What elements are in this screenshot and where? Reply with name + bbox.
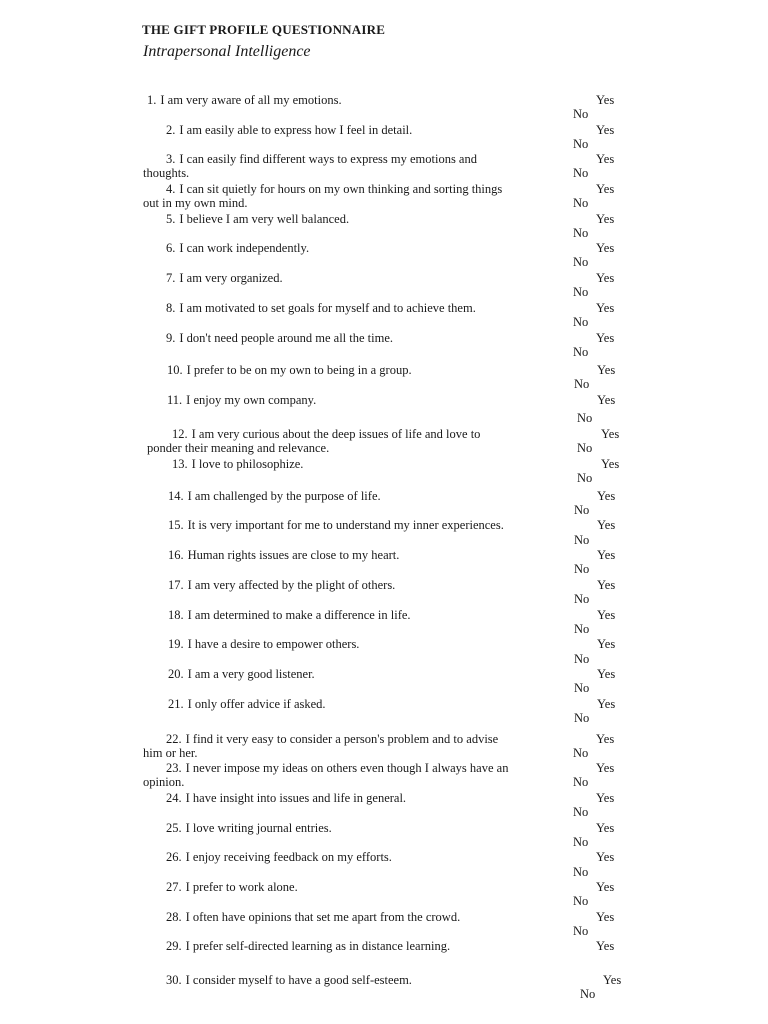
question-text: I enjoy my own company. (186, 393, 317, 407)
question-5 (166, 212, 349, 227)
question-text: I enjoy receiving feedback on my efforts. (185, 850, 392, 864)
question-17 (168, 578, 395, 593)
answer-yes-13[interactable]: Yes (601, 457, 620, 471)
question-text: I have insight into issues and life in general. (185, 791, 407, 805)
question-text: I love to philosophize. (191, 457, 304, 471)
answer-yes-12[interactable]: Yes (601, 427, 620, 441)
question-text: I am very organized. (179, 271, 283, 285)
question-number: 8. (166, 301, 176, 315)
question-text: I often have opinions that set me apart from the crowd. (185, 910, 461, 924)
question-number: 1. (147, 93, 157, 107)
question-12 (172, 427, 480, 442)
question-23 (166, 761, 508, 776)
answer-yes-20[interactable]: Yes (597, 667, 616, 681)
question-number: 3. (166, 152, 176, 166)
answer-no-22[interactable]: No (573, 746, 589, 760)
question-text: I only offer advice if asked. (187, 697, 326, 711)
question-number: 26. (166, 850, 182, 864)
answer-yes-23[interactable]: Yes (596, 761, 615, 775)
question-text: I don't need people around me all the time. (179, 331, 394, 345)
question-21 (168, 697, 326, 712)
question-number: 19. (168, 637, 184, 651)
answer-no-20[interactable]: No (574, 681, 590, 695)
answer-yes-2[interactable]: Yes (596, 123, 615, 137)
question-4 (166, 182, 502, 197)
answer-no-18[interactable]: No (574, 622, 590, 636)
question-10 (167, 363, 412, 378)
question-text: I love writing journal entries. (185, 821, 332, 835)
question-1 (147, 93, 342, 108)
question-number: 22. (166, 732, 182, 746)
question-26 (166, 850, 392, 865)
question-number: 10. (167, 363, 183, 377)
answer-yes-28[interactable]: Yes (596, 910, 615, 924)
answer-yes-16[interactable]: Yes (597, 548, 616, 562)
question-9 (166, 331, 393, 346)
answer-no-24[interactable]: No (573, 805, 589, 819)
question-text: I am very aware of all my emotions. (160, 93, 342, 107)
answer-yes-14[interactable]: Yes (597, 489, 616, 503)
answer-no-15[interactable]: No (574, 533, 590, 547)
question-number: 17. (168, 578, 184, 592)
answer-no-14[interactable]: No (574, 503, 590, 517)
question-text: It is very important for me to understand my inner experiences. (187, 518, 504, 532)
question-3 (166, 152, 477, 167)
question-8 (166, 301, 476, 316)
question-text: I am easily able to express how I feel in detail. (179, 123, 413, 137)
question-18 (168, 608, 411, 623)
question-text: I can work independently. (179, 241, 310, 255)
question-number: 14. (168, 489, 184, 503)
answer-yes-9[interactable]: Yes (596, 331, 615, 345)
question-number: 30. (166, 973, 182, 987)
answer-yes-21[interactable]: Yes (597, 697, 616, 711)
question-15 (168, 518, 504, 533)
answer-yes-8[interactable]: Yes (596, 301, 615, 315)
question-text-continuation: him or her. (143, 746, 198, 760)
question-19 (168, 637, 359, 652)
answer-no-25[interactable]: No (573, 835, 589, 849)
question-29 (166, 939, 450, 954)
question-number: 12. (172, 427, 188, 441)
question-number: 11. (167, 393, 183, 407)
answer-no-30[interactable]: No (580, 987, 596, 1001)
answer-yes-3[interactable]: Yes (596, 152, 615, 166)
question-number: 13. (172, 457, 188, 471)
question-number: 27. (166, 880, 182, 894)
question-number: 2. (166, 123, 176, 137)
answer-yes-27[interactable]: Yes (596, 880, 615, 894)
question-6 (166, 241, 309, 256)
answer-no-17[interactable]: No (574, 592, 590, 606)
question-text: I am very affected by the plight of others. (187, 578, 396, 592)
question-number: 9. (166, 331, 176, 345)
question-text: I am very curious about the deep issues of life and love to (191, 427, 481, 441)
answer-no-1[interactable]: No (573, 107, 589, 121)
question-text: I am motivated to set goals for myself and to achieve them. (179, 301, 476, 315)
question-number: 4. (166, 182, 176, 196)
answer-no-2[interactable]: No (573, 137, 589, 151)
question-text: I have a desire to empower others. (187, 637, 360, 651)
answer-yes-10[interactable]: Yes (597, 363, 616, 377)
question-number: 20. (168, 667, 184, 681)
answer-no-23[interactable]: No (573, 775, 589, 789)
question-number: 5. (166, 212, 176, 226)
question-text: I prefer self-directed learning as in distance learning. (185, 939, 451, 953)
question-2 (166, 123, 412, 138)
question-number: 29. (166, 939, 182, 953)
answer-yes-7[interactable]: Yes (596, 271, 615, 285)
question-22 (166, 732, 498, 747)
question-30 (166, 973, 412, 988)
answer-yes-15[interactable]: Yes (597, 518, 616, 532)
answer-no-10[interactable]: No (574, 377, 590, 391)
question-number: 28. (166, 910, 182, 924)
document-title: THE GIFT PROFILE QUESTIONNAIRE (142, 22, 386, 37)
answer-no-11[interactable]: No (577, 411, 593, 425)
question-28 (166, 910, 460, 925)
answer-no-21[interactable]: No (574, 711, 590, 725)
question-text-continuation: out in my own mind. (143, 196, 248, 210)
question-number: 15. (168, 518, 184, 532)
answer-no-8[interactable]: No (573, 315, 589, 329)
answer-yes-26[interactable]: Yes (596, 850, 615, 864)
question-text: I believe I am very well balanced. (179, 212, 350, 226)
answer-yes-22[interactable]: Yes (596, 732, 615, 746)
question-number: 24. (166, 791, 182, 805)
question-text-continuation: opinion. (143, 775, 185, 789)
question-20 (168, 667, 315, 682)
question-text: I prefer to be on my own to being in a group. (186, 363, 412, 377)
question-number: 23. (166, 761, 182, 775)
question-11 (167, 393, 316, 408)
answer-yes-5[interactable]: Yes (596, 212, 615, 226)
answer-yes-11[interactable]: Yes (597, 393, 616, 407)
answer-yes-6[interactable]: Yes (596, 241, 615, 255)
question-number: 18. (168, 608, 184, 622)
answer-yes-1[interactable]: Yes (596, 93, 615, 107)
question-16 (168, 548, 399, 563)
question-text: I never impose my ideas on others even though I always have an (185, 761, 509, 775)
answer-no-19[interactable]: No (574, 652, 590, 666)
answer-no-4[interactable]: No (573, 196, 589, 210)
question-text-continuation: ponder their meaning and relevance. (147, 441, 330, 455)
answer-yes-4[interactable]: Yes (596, 182, 615, 196)
answer-no-26[interactable]: No (573, 865, 589, 879)
answer-no-9[interactable]: No (573, 345, 589, 359)
question-number: 7. (166, 271, 176, 285)
question-text: I find it very easy to consider a person's problem and to advise (185, 732, 499, 746)
answer-no-5[interactable]: No (573, 226, 589, 240)
question-13 (172, 457, 303, 472)
question-25 (166, 821, 332, 836)
question-text: Human rights issues are close to my heart. (187, 548, 400, 562)
answer-yes-25[interactable]: Yes (596, 821, 615, 835)
document-subtitle: Intrapersonal Intelligence (143, 43, 311, 60)
question-number: 6. (166, 241, 176, 255)
answer-no-7[interactable]: No (573, 285, 589, 299)
answer-yes-29[interactable]: Yes (596, 939, 615, 953)
question-text-continuation: thoughts. (143, 166, 190, 180)
question-number: 16. (168, 548, 184, 562)
question-number: 21. (168, 697, 184, 711)
question-text: I am determined to make a difference in life. (187, 608, 411, 622)
answer-yes-19[interactable]: Yes (597, 637, 616, 651)
question-text: I prefer to work alone. (185, 880, 298, 894)
question-7 (166, 271, 283, 286)
answer-no-3[interactable]: No (573, 166, 589, 180)
question-number: 25. (166, 821, 182, 835)
question-text: I can easily find different ways to express my emotions and (179, 152, 477, 166)
question-24 (166, 791, 406, 806)
question-text: I consider myself to have a good self-esteem. (185, 973, 412, 987)
question-text: I can sit quietly for hours on my own thinking and sorting things (179, 182, 503, 196)
question-27 (166, 880, 298, 895)
answer-no-16[interactable]: No (574, 562, 590, 576)
answer-no-6[interactable]: No (573, 255, 589, 269)
question-text: I am challenged by the purpose of life. (187, 489, 381, 503)
answer-no-13[interactable]: No (577, 471, 593, 485)
question-14 (168, 489, 381, 504)
question-text: I am a very good listener. (187, 667, 315, 681)
answer-no-12[interactable]: No (577, 441, 593, 455)
answer-no-28[interactable]: No (573, 924, 589, 938)
answer-yes-30[interactable]: Yes (603, 973, 622, 987)
answer-no-27[interactable]: No (573, 894, 589, 908)
answer-yes-18[interactable]: Yes (597, 608, 616, 622)
answer-yes-24[interactable]: Yes (596, 791, 615, 805)
answer-yes-17[interactable]: Yes (597, 578, 616, 592)
